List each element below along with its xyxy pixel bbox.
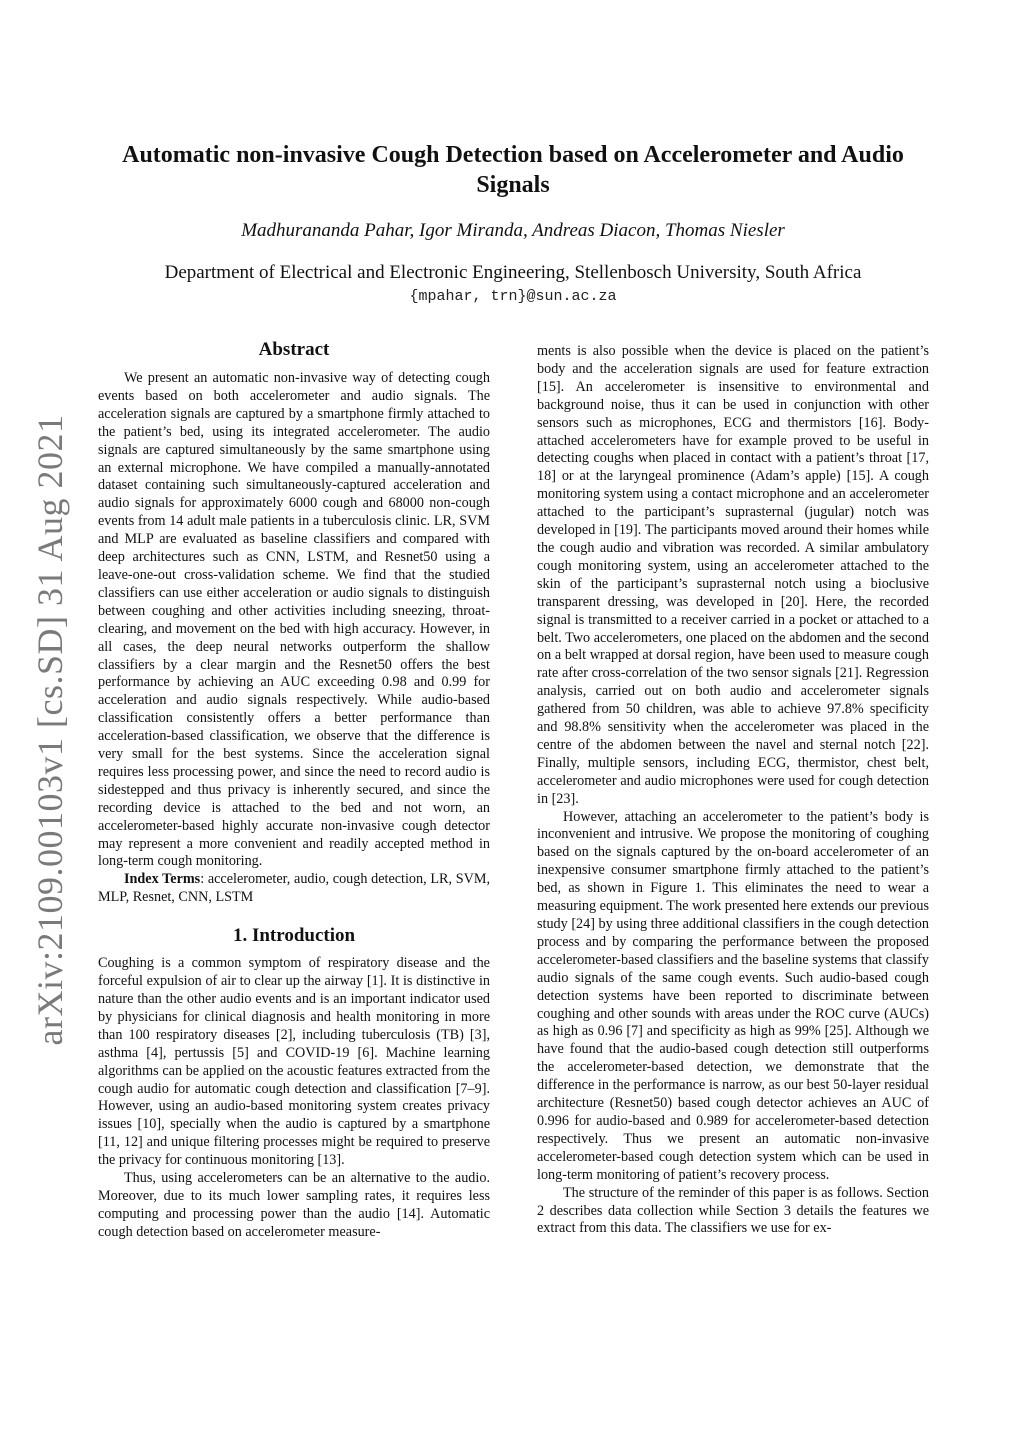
index-terms-label: Index Terms — [124, 871, 201, 888]
arxiv-identifier-stamp — [14, 380, 86, 1080]
intro-paragraph-4: However, attaching an accelerometer to the patient’s body is inconvenient and intrusive. We propose the monitoring of coughing based on the signals captured by the on-board accelerometer of an inexpensive consumer smartphone firmly attached to the patient’s bed, as shown in Figure 1. This eliminates the need to wear a measuring equipment. The work presented here extends our previous study [24] by using three additional classifiers in the cough detection process and by comparing the performance between the proposed accelerometer-based classifiers and the baseline systems that classify audio signals of the same cough events. Such audio-based cough detection systems have been reported to discriminate between coughing and other sounds with areas under the ROC curve (AUCs) as high as 0.96 [7] and specificity as high as 99% [25]. Although we have found that the audio-based cough detection still outperforms the accelerometer-based detection, we demonstrate that the difference in the performance is narrow, as our best 50-layer residual architecture (Resnet50) based cough detector achieves an AUC of 0.996 for audio-based and 0.989 for accelerometer-based detection respectively. Thus we present an automatic non-invasive accelerometer-based cough detection system which can be used in long-term monitoring of patient’s recovery process. — [537, 808, 929, 1183]
arxiv-identifier-text: arXiv:2109.00103v1 [cs.SD] 31 Aug 2021 — [30, 414, 70, 1046]
index-terms — [98, 871, 490, 907]
right-column — [537, 343, 929, 1238]
left-column — [98, 338, 490, 1242]
intro-paragraph-3: ments is also possible when the device is placed on the patient’s body and the acceleration signals are used for feature extraction [15]. An accelerometer is insensitive to environmental and background noise, thus it can be used in conjunction with other sensors such as microphones, ECG and thermistors [16]. Body-attached accelerometers have for example proved to be useful in detecting coughs when placed in contact with a patient’s throat [17, 18] or at the laryngeal prominence (Adam’s apple) [15]. A cough monitoring system using a contact microphone and an accelerometer attached to the participant’s suprasternal (jugular) notch was developed in [19]. The participants moved around their homes while the cough audio and vibration was recorded. A similar ambulatory cough monitoring system, using an accelerometer attached to the skin of the participant’s suprasternal notch using a bioclusive transparent dressing, was developed in [20]. Here, the recorded signal is transmitted to a receiver carried in a pocket or attached to a belt. Two accelerometers, one placed on the abdomen and the second on a belt wrapped at dorsal region, have been used to measure cough rate after cross-correlation of the two sensor signals [21]. Regression analysis, carried out on both audio and accelerometer signals gathered from 50 children, was able to achieve 97.8% specificity and 98.8% sensitivity when the accelerometer was placed in the centre of the abdomen between the navel and sternal notch [22]. Finally, multiple sensors, including ECG, thermistor, chest belt, accelerometer and audio microphones were used for cough detection in [23]. — [537, 343, 929, 807]
affiliation: Department of Electrical and Electronic Engineering, Stellenbosch University, South Africa — [164, 262, 862, 283]
intro-paragraph-5: The structure of the reminder of this paper is as follows. Section 2 describes data collection while Section 3 details the features we extract from this data. The classifiers we use for ex- — [537, 1184, 929, 1237]
contact-email: {mpahar, trn}@sun.ac.za — [409, 288, 617, 305]
paper-title: Automatic non-invasive Cough Detection based on Accelerometer and Audio Signals — [122, 142, 904, 198]
intro-paragraph-1: Coughing is a common symptom of respiratory disease and the forceful expulsion of air to clear up the airway [1]. It is distinctive in nature than the other audio events and is an important indicator used by physicians for clinical diagnosis and health monitoring in more than 100 respiratory diseases [2], including tuberculosis (TB) [3], asthma [4], pertussis [5] and COVID-19 [6]. Machine learning algorithms can be applied on the acoustic features extracted from the cough audio for automatic cough detection and classification [7–9]. However, using an audio-based monitoring system creates privacy issues [10], specially when the audio is captured by a smartphone [11, 12] and unique filtering processes might be required to preserve the privacy for continuous monitoring [13]. — [98, 955, 490, 1169]
abstract-body: We present an automatic non-invasive way of detecting cough events based on both accelerometer and audio signals. The acceleration signals are captured by a smartphone firmly attached to the patient’s bed, using its integrated accelerometer. The audio signals are captured simultaneously by the same smartphone using an external microphone. We have compiled a manually-annotated dataset containing such simultaneously-captured acceleration and audio signals for approximately 6000 cough and 68000 non-cough events from 14 adult male patients in a tuberculosis clinic. LR, SVM and MLP are evaluated as baseline classifiers and compared with deep architectures such as CNN, LSTM, and Resnet50 using a leave-one-out cross-validation scheme. We find that the studied classifiers can use either acceleration or audio signals to distinguish between coughing and other activities including sneezing, throat-clearing, and movement on the bed with high accuracy. However, in all cases, the deep neural networks outperform the shallow classifiers by a clear margin and the Resnet50 offers the best performance by achieving an AUC exceeding 0.98 and 0.99 for acceleration and audio signals respectively. While audio-based classification consistently offers a better performance than acceleration-based classification, we observe that the difference is very small for the best systems. Since the acceleration signal requires less processing power, and since the need to record audio is sidestepped and thus privacy is inherently secured, and since the recording device is attached to the bed and not worn, an accelerometer-based highly accurate non-invasive cough detector may represent a more convenient and readily accepted method in long-term cough monitoring. — [98, 370, 490, 870]
introduction-heading: 1. Introduction — [232, 925, 356, 947]
intro-paragraph-2: Thus, using accelerometers can be an alternative to the audio. Moreover, due to its much lower sampling rates, it requires less computing and processing power than the audio [14]. Automatic cough detection based on accelerometer measure- — [98, 1170, 490, 1240]
abstract-heading: Abstract — [258, 339, 330, 360]
index-terms-list: : accelerometer, audio, cough detection, LR, SVM, MLP, Resnet, CNN, LSTM — [98, 871, 490, 906]
author-list: Madhurananda Pahar, Igor Miranda, Andreas Diacon, Thomas Niesler — [241, 220, 785, 241]
